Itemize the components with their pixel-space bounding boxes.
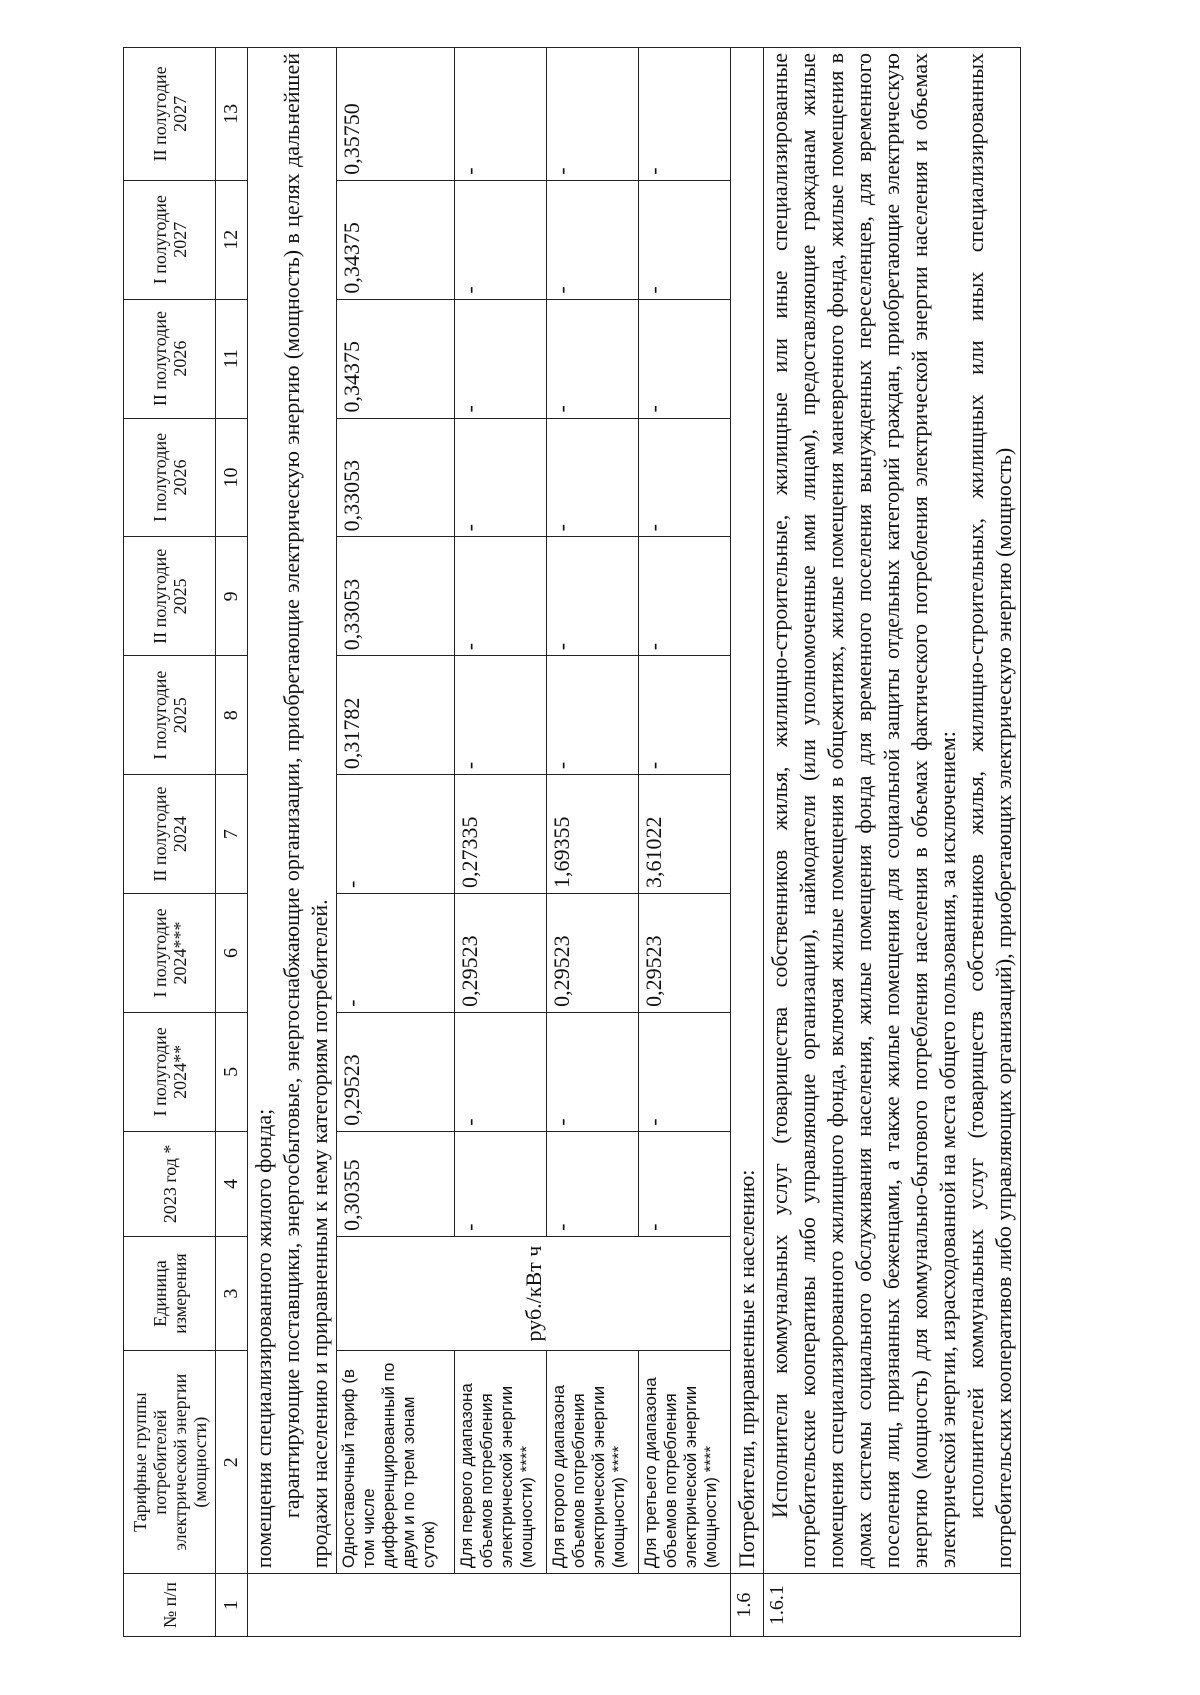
section-paragraph: Исполнители коммунальных услуг (товарищества собственников жилья, жилищно-строительные, жилищные или иные специализированные потребительские кооперативы либо управляющие организации), наймодатели (или уполномоченные ими лицам), предоставляющие гражданам жилые помещения специализированного жилищного фонда, включая жилые помещения в общежитиях, жилые помещения маневренного фонда, жилые помещения в домах системы социального обслуживания населения, жилые помещения фонда для временного поселения вынужденных переселенцев, для временного поселения лиц, признанных беженцами, а также жилые помещения для социальной защиты отдельных категорий граждан, приобретающие электрическую энергию (мощность) для коммунально-бытового потребления населения в объемах фактического потребления электрической энергии населения и объемах электрической энергии, израсходованной на места общего пользования, за исключением:: [767, 53, 960, 1569]
col-number: 1: [216, 1574, 248, 1637]
col-unit-header: Единица измерения: [124, 1236, 216, 1350]
tariff-value: -: [547, 656, 639, 775]
tariff-value: 0,29523: [455, 894, 547, 1013]
tariff-value: -: [639, 1131, 731, 1236]
col-number: 7: [216, 775, 248, 894]
col-number: 3: [216, 1236, 248, 1350]
period-header: I полугодие 2024**: [124, 1012, 216, 1131]
tariff-value: 0,34375: [337, 299, 455, 418]
period-header: II полугодие 2026: [124, 299, 216, 418]
table-row: [639, 48, 731, 1637]
tariff-value: -: [639, 1012, 731, 1131]
period-header: II полугодие 2025: [124, 537, 216, 656]
unit-cell: руб./кВт ч: [337, 1236, 731, 1350]
tariff-value: -: [547, 1131, 639, 1236]
tariff-label: Для первого диапазона объемов потребления электрической энергии (мощности) ****: [455, 1351, 547, 1574]
tariff-value: -: [639, 418, 731, 537]
section-text: [764, 48, 1021, 1574]
intro-line-2: гарантирующие поставщики, энергосбытовые, энергоснабжающие организации, приобретающие электрическую энергию (мощность) в целях дальнейшей продажи населению и приравненным к нему категориям потребителей.: [279, 53, 332, 1569]
tariff-value: -: [337, 775, 455, 894]
tariff-value: 0,27335: [455, 775, 547, 894]
section-1-6-1-row: [764, 48, 1021, 1637]
tariff-value: -: [455, 1131, 547, 1236]
tariff-value: 3,61022: [639, 775, 731, 894]
period-header: I полугодие 2027: [124, 180, 216, 299]
tariff-value: -: [639, 656, 731, 775]
period-header: II полугодие 2024: [124, 775, 216, 894]
col-number: 9: [216, 537, 248, 656]
col-no-header: № п/п: [124, 1574, 216, 1637]
period-header: I полугодие 2026: [124, 418, 216, 537]
table-row: [337, 48, 455, 1637]
tariff-value: -: [547, 48, 639, 181]
tariff-value: -: [455, 180, 547, 299]
tariff-table: [123, 47, 1021, 1637]
tariff-value: 0,33053: [337, 418, 455, 537]
section-number: 1.6.1: [764, 1574, 1021, 1637]
tariff-value: 0,35750: [337, 48, 455, 181]
col-number: 10: [216, 418, 248, 537]
tariff-label: Одноставочный тариф (в том числе дифференцированный по двум и по трем зонам суток): [337, 1351, 455, 1574]
table-row: [547, 48, 639, 1637]
tariff-value: -: [337, 894, 455, 1013]
tariff-label: Для второго диапазона объемов потребления электрической энергии (мощности) ****: [547, 1351, 639, 1574]
tariff-value: 0,29523: [547, 894, 639, 1013]
col-number: 4: [216, 1131, 248, 1236]
tariff-value: -: [455, 48, 547, 181]
tariff-value: -: [639, 180, 731, 299]
tariff-value: 0,30355: [337, 1131, 455, 1236]
tariff-value: -: [639, 299, 731, 418]
tariff-value: -: [455, 1012, 547, 1131]
period-header: I полугодие 2024***: [124, 894, 216, 1013]
section-1-6-row: [731, 48, 764, 1637]
section-title: Потребители, приравненные к населению:: [731, 48, 764, 1574]
tariff-value: -: [547, 1012, 639, 1131]
tariff-value: -: [455, 418, 547, 537]
tariff-value: -: [639, 48, 731, 181]
intro-row: [248, 48, 337, 1637]
tariff-value: -: [639, 537, 731, 656]
tariff-value: -: [455, 537, 547, 656]
tariff-value: 0,29523: [639, 894, 731, 1013]
col-group-header: Тарифные группы потребителей электрической энергии (мощности): [124, 1351, 216, 1574]
tariff-value: 0,29523: [337, 1012, 455, 1131]
intro-index-cell: [248, 1574, 731, 1637]
tariff-value: -: [455, 299, 547, 418]
col-number: 13: [216, 48, 248, 181]
header-row: [124, 48, 216, 1637]
section-number: 1.6: [731, 1574, 764, 1637]
tariff-value: 0,34375: [337, 180, 455, 299]
col-number: 12: [216, 180, 248, 299]
section-paragraph: исполнителей коммунальных услуг (товариществ собственников жилья, жилищно-строительных, жилищных или иных специализированных потребительских кооперативов либо управляющих организаций), приобретающих электрическую энергию (мощность): [963, 53, 1016, 1569]
tariff-value: 1,69355: [547, 775, 639, 894]
tariff-value: -: [547, 418, 639, 537]
intro-line-1: помещения специализированного жилого фонда;: [251, 1108, 276, 1569]
col-number: 2: [216, 1351, 248, 1574]
column-number-row: [216, 48, 248, 1637]
tariff-label: Для третьего диапазона объемов потребления электрической энергии (мощности) ****: [639, 1351, 731, 1574]
intro-text: [248, 48, 337, 1574]
period-header: II полугодие 2027: [124, 48, 216, 181]
period-header: I полугодие 2025: [124, 656, 216, 775]
tariff-value: 0,31782: [337, 656, 455, 775]
col-number: 8: [216, 656, 248, 775]
tariff-value: 0,33053: [337, 537, 455, 656]
col-number: 6: [216, 894, 248, 1013]
tariff-value: -: [547, 180, 639, 299]
tariff-value: -: [547, 299, 639, 418]
rotated-table-content: [123, 47, 1103, 1637]
table-row: [455, 48, 547, 1637]
tariff-value: -: [455, 656, 547, 775]
col-number: 5: [216, 1012, 248, 1131]
tariff-value: -: [547, 537, 639, 656]
period-header: 2023 год *: [124, 1131, 216, 1236]
col-number: 11: [216, 299, 248, 418]
